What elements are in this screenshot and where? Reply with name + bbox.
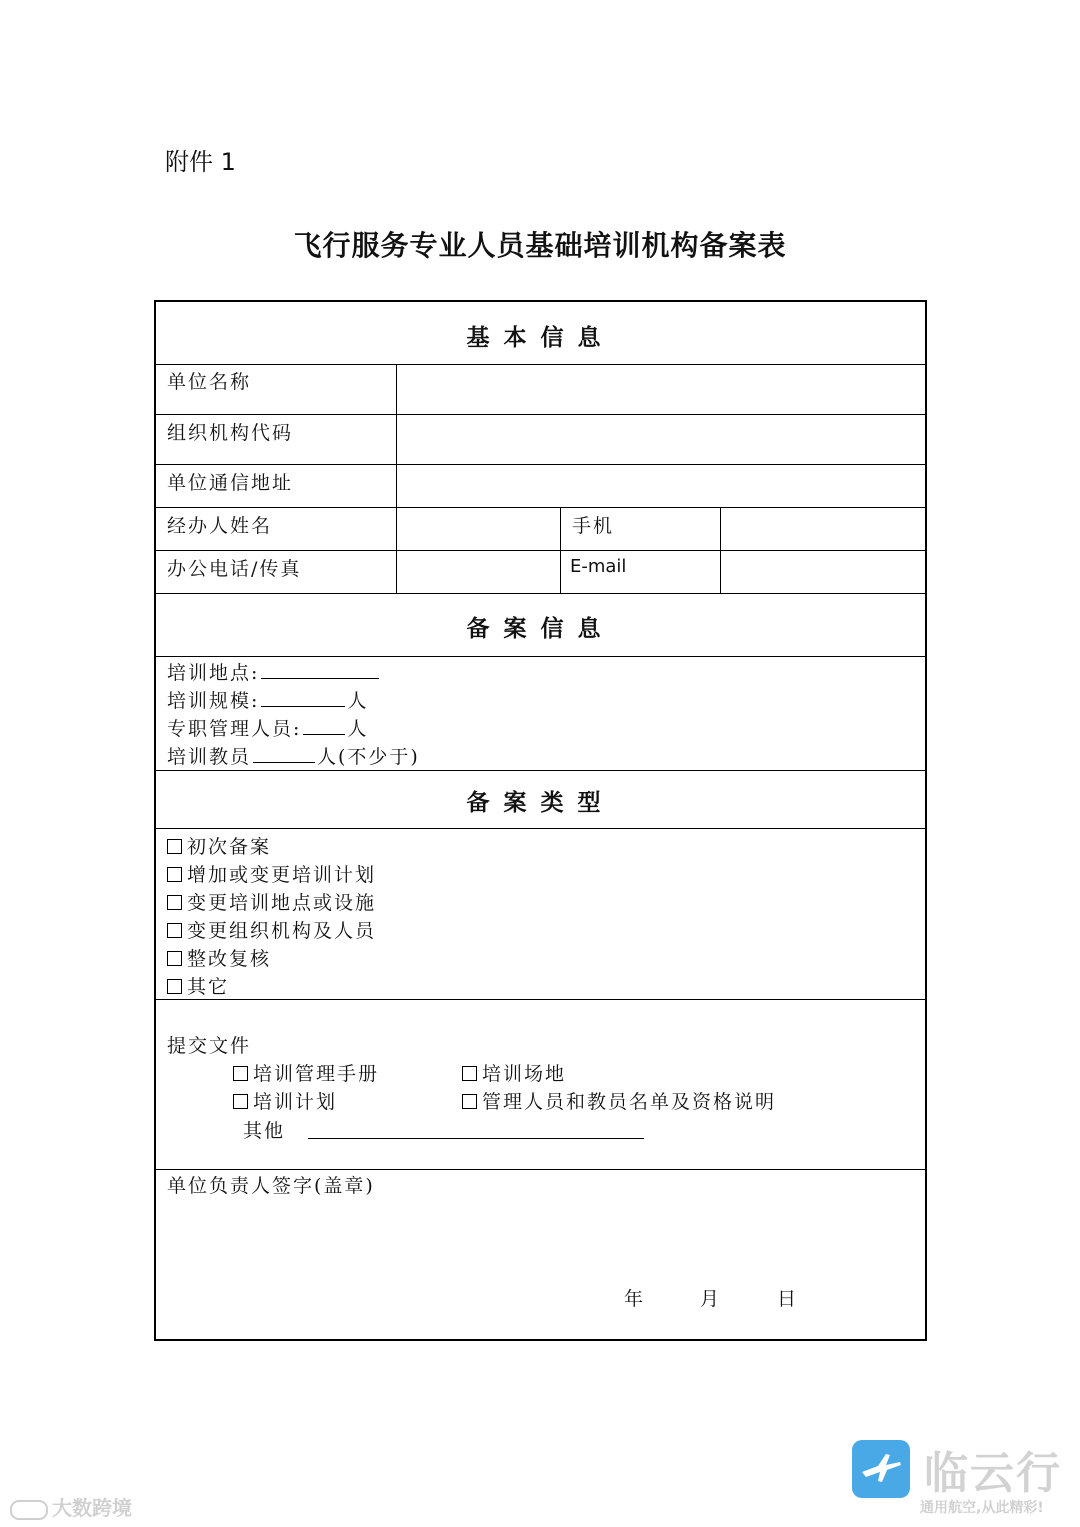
watermark-logo-icon (10, 1500, 48, 1520)
training-scale-line: 培训规模: 人 (167, 690, 369, 712)
location-blank (261, 660, 379, 679)
instructors-line: 培训教员 人(不少于) (167, 746, 420, 768)
filing-type-header: 备案类型 (466, 789, 615, 816)
row-divider (156, 414, 925, 415)
watermark-left: 大数跨境 (10, 1492, 132, 1521)
checkbox[interactable] (167, 867, 182, 882)
training-location-line: 培训地点: (167, 658, 381, 685)
email-label: E-mail (570, 556, 627, 577)
filing-info-header: 备案信息 (466, 615, 615, 642)
airplane-logo-icon (852, 1440, 910, 1498)
other-documents-blank[interactable] (308, 1138, 644, 1139)
unit-name-label: 单位名称 (167, 371, 252, 393)
checkbox[interactable] (167, 839, 182, 854)
document-option[interactable]: 培训管理手册 (233, 1059, 379, 1086)
scale-blank (261, 688, 345, 707)
documents-label: 提交文件 (167, 1035, 252, 1057)
row-divider (156, 593, 925, 594)
checkbox[interactable] (167, 923, 182, 938)
document-option[interactable]: 培训场地 (462, 1059, 566, 1086)
document-title: 飞行服务专业人员基础培训机构备案表 (293, 229, 787, 262)
year-label: 年 (624, 1288, 644, 1310)
address-label: 单位通信地址 (167, 472, 294, 494)
row-divider (156, 656, 925, 657)
row-divider (156, 828, 925, 829)
filing-form (154, 300, 927, 1341)
org-code-label: 组织机构代码 (167, 422, 294, 444)
filing-type-option[interactable]: 其它 (167, 972, 229, 999)
filing-type-option[interactable]: 整改复核 (167, 944, 271, 971)
staff-line: 专职管理人员: 人 (167, 718, 369, 740)
checkbox[interactable] (233, 1066, 248, 1081)
column-divider (720, 507, 721, 593)
month-label: 月 (700, 1288, 720, 1310)
watermark-slogan: 通用航空,从此精彩! (920, 1500, 1044, 1516)
checkbox[interactable] (167, 979, 182, 994)
checkbox[interactable] (462, 1066, 477, 1081)
handler-name-label: 经办人姓名 (167, 515, 273, 537)
document-option[interactable]: 培训计划 (233, 1087, 337, 1114)
staff-blank (303, 716, 345, 735)
basic-info-header: 基本信息 (466, 324, 615, 351)
row-divider (156, 550, 925, 551)
checkbox[interactable] (233, 1094, 248, 1109)
checkbox[interactable] (167, 951, 182, 966)
row-divider (156, 364, 925, 365)
filing-type-option[interactable]: 增加或变更培训计划 (167, 860, 376, 887)
checkbox[interactable] (167, 895, 182, 910)
column-divider (396, 364, 397, 593)
filing-type-option[interactable]: 变更培训地点或设施 (167, 888, 376, 915)
instructors-blank (253, 744, 315, 763)
attachment-label: 附件 1 (165, 148, 236, 176)
office-phone-fax-label: 办公电话/传真 (167, 558, 302, 580)
filing-type-option[interactable]: 初次备案 (167, 832, 271, 859)
checkbox[interactable] (462, 1094, 477, 1109)
row-divider (156, 507, 925, 508)
day-label: 日 (777, 1288, 797, 1310)
mobile-label: 手机 (572, 515, 615, 537)
column-divider (560, 507, 561, 593)
other-documents-label: 其他 (243, 1120, 286, 1142)
document-option[interactable]: 管理人员和教员名单及资格说明 (462, 1087, 776, 1114)
watermark-brand: 临云行 (924, 1448, 1062, 1499)
row-divider (156, 999, 925, 1000)
row-divider (156, 770, 925, 771)
row-divider (156, 464, 925, 465)
row-divider (156, 1169, 925, 1170)
signature-label: 单位负责人签字(盖章) (167, 1175, 375, 1197)
filing-type-option[interactable]: 变更组织机构及人员 (167, 916, 376, 943)
